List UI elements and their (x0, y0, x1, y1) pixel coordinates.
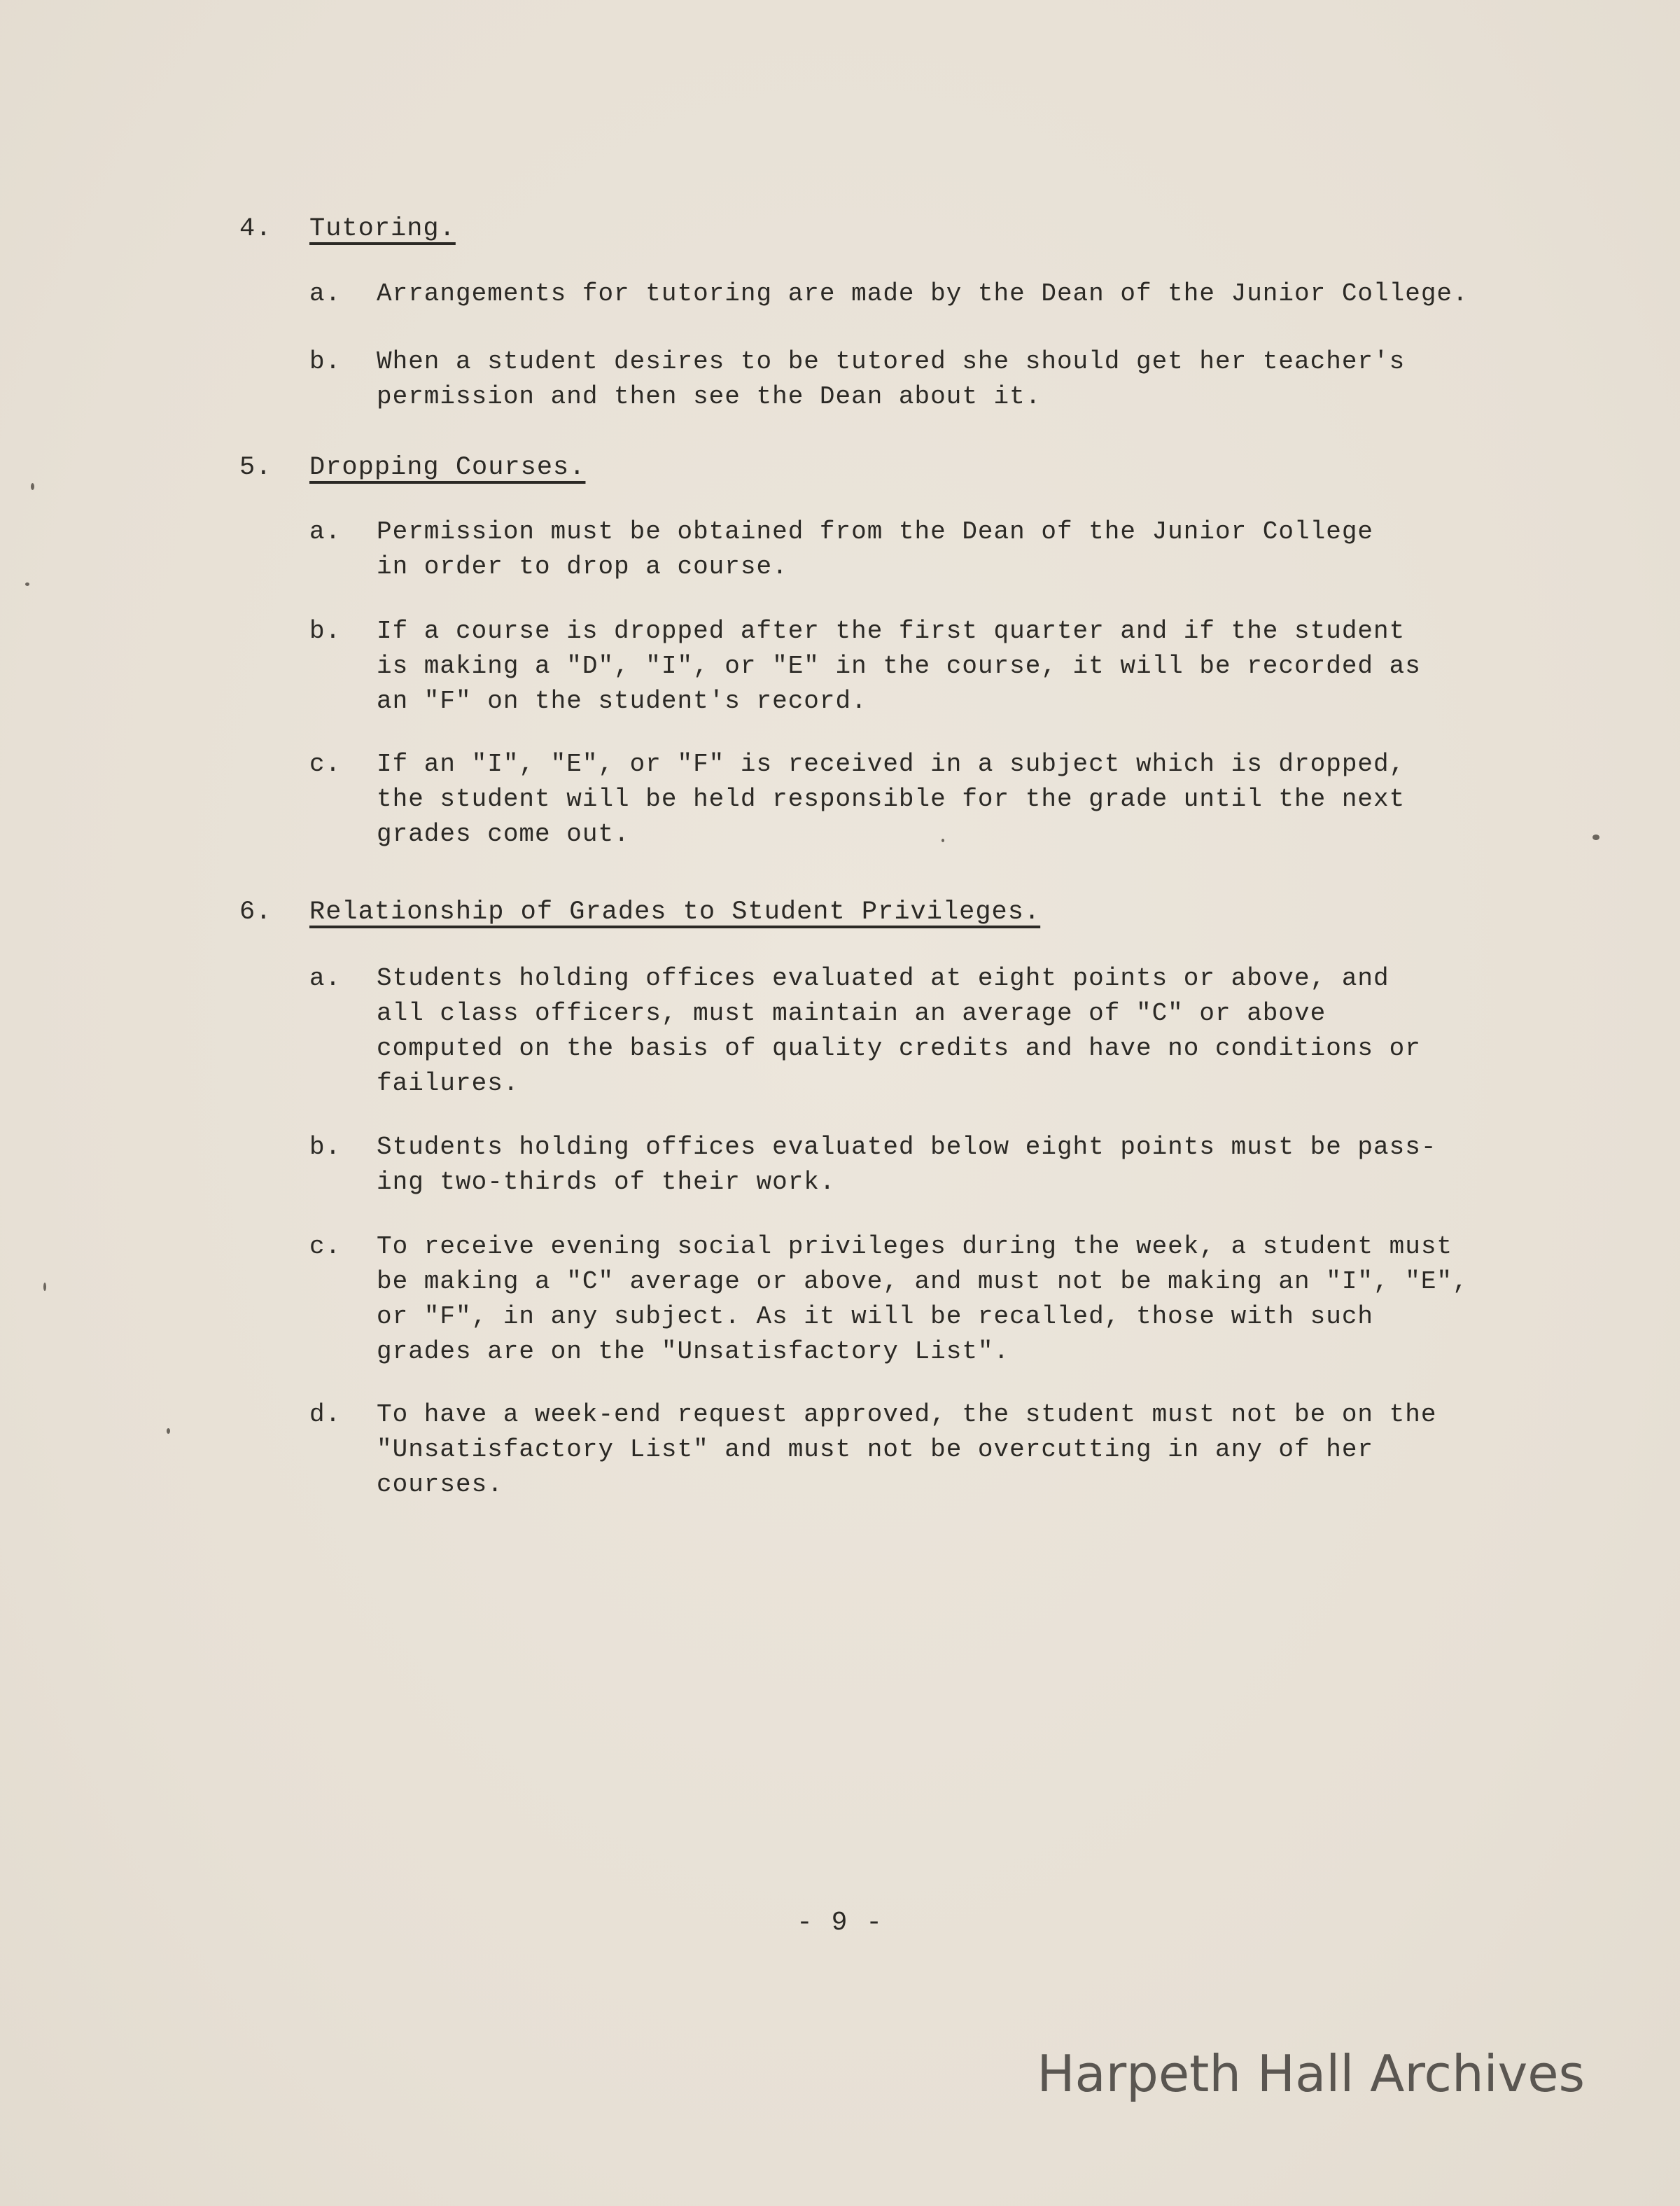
item-text (377, 614, 1581, 719)
item-text (377, 961, 1581, 1101)
paper-speck (941, 839, 944, 842)
item-line: is making a "D", "I", or "E" in the course, it will be recorded as (377, 652, 1421, 680)
item-line: failures. (377, 1069, 519, 1098)
section-number: 4. (239, 214, 272, 244)
item-letter: b. (309, 1133, 342, 1161)
item-line: in order to drop a course. (377, 552, 788, 581)
item-letter: a. (309, 517, 342, 546)
section-title: Dropping Courses. (309, 453, 586, 482)
item-text (377, 1229, 1581, 1369)
item-line: If a course is dropped after the first quarter and if the student (377, 617, 1406, 645)
item-letter: a. (309, 279, 342, 308)
item-line: grades come out. (377, 820, 630, 849)
item-line: computed on the basis of quality credits and have no conditions or (377, 1034, 1421, 1063)
item-text (377, 344, 1581, 414)
item-letter: d. (309, 1400, 342, 1429)
item-line: To have a week-end request approved, the student must not be on the (377, 1400, 1437, 1429)
item-line: the student will be held responsible for the grade until the next (377, 785, 1406, 814)
section-title: Tutoring. (309, 214, 456, 244)
item-text (377, 1397, 1581, 1502)
section-number: 5. (239, 453, 272, 482)
section-number: 6. (239, 898, 272, 927)
item-letter: b. (309, 347, 342, 376)
item-line: ing two-thirds of their work. (377, 1168, 836, 1196)
item-line: or "F", in any subject. As it will be recalled, those with such (377, 1302, 1374, 1331)
item-line: If an "I", "E", or "F" is received in a subject which is dropped, (377, 750, 1406, 779)
item-letter: c. (309, 1232, 342, 1261)
item-letter: b. (309, 617, 342, 645)
item-letter: a. (309, 964, 342, 993)
paper-speck (31, 483, 34, 490)
item-text (377, 277, 1581, 312)
item-line: Students holding offices evaluated at eight points or above, and (377, 964, 1390, 993)
item-line: be making a "C" average or above, and must not be making an "I", "E", (377, 1267, 1469, 1296)
item-line: all class officers, must maintain an average of "C" or above (377, 999, 1326, 1028)
item-text (377, 747, 1581, 852)
item-line: Permission must be obtained from the Dean of the Junior College (377, 517, 1374, 546)
item-line: an "F" on the student's record. (377, 687, 867, 715)
item-line: "Unsatisfactory List" and must not be overcutting in any of her (377, 1435, 1374, 1464)
item-letter: c. (309, 750, 342, 779)
item-text (377, 1130, 1581, 1200)
item-line: grades are on the "Unsatisfactory List". (377, 1337, 1010, 1366)
paper-speck (43, 1283, 46, 1291)
item-line: Students holding offices evaluated below eight points must be pass- (377, 1133, 1437, 1161)
item-text (377, 515, 1581, 585)
section-heading (239, 895, 1040, 930)
paper-speck (167, 1428, 170, 1434)
item-line: When a student desires to be tutored she should get her teacher's (377, 347, 1406, 376)
item-line: courses. (377, 1470, 503, 1499)
page-number: - 9 - (796, 1908, 884, 1938)
paper-speck (1592, 835, 1600, 840)
item-line: Arrangements for tutoring are made by the Dean of the Junior College. (377, 279, 1469, 308)
item-line: To receive evening social privileges during the week, a student must (377, 1232, 1453, 1261)
section-title: Relationship of Grades to Student Privileges. (309, 898, 1041, 927)
archive-watermark: Harpeth Hall Archives (1037, 2044, 1585, 2103)
paper-speck (25, 582, 29, 586)
item-line: permission and then see the Dean about it. (377, 382, 1042, 411)
section-heading (239, 211, 456, 246)
section-heading (239, 450, 585, 485)
